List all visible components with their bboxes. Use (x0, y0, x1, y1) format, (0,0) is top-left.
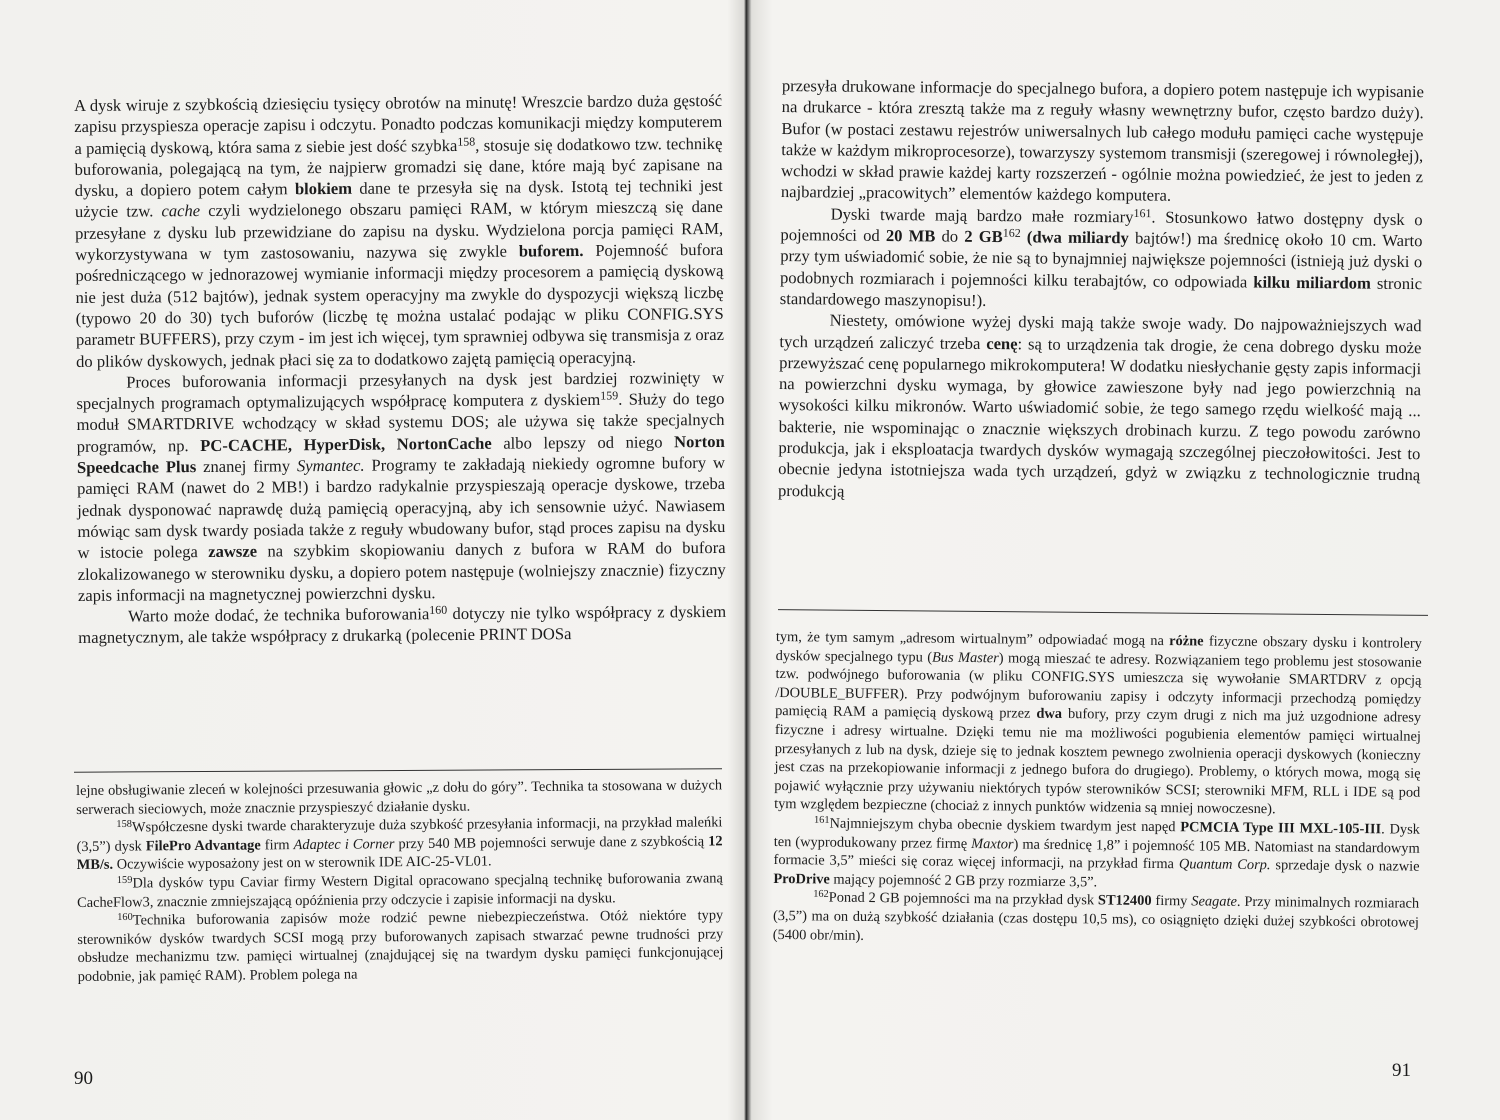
left-body-text (74, 90, 726, 649)
left-footnote-4: $^{160}$Technika buforowania zapisów może rodzić pewne niebezpieczeństwa. Otóż niektóre typy sterowników dysków twardych SCSI mogą przy buforowanych zapisach stwarzać pewne trudności przy obsłudze mechanizmu tzw. pamięci wirtualnej (znajdującej się na twardym dysku pamięci funkcjonującej podobnie, jak pamięć RAM). Problem polega na (77, 907, 724, 985)
left-footnote-rule (74, 768, 722, 772)
left-footnotes (76, 776, 724, 986)
right-footnote-3: $^{162}$Ponad 2 GB pojemności ma na przykład dysk ST12400 firmy Seagate. Przy minimalnych rozmiarach (3,5”) ma on dużą szybkość działania (czas dostępu 10,5 ms), co osiągnięto dzięki dużej szybkości obrotowej (5400 obr/min). (772, 889, 1420, 944)
right-paragraph-2: Dyski twarde mają bardzo małe rozmiary$^{161}$. Stosunkowo łatwo dostępny dysk o pojemności od 20 MB do 2 GB$^{162}$ (dwa miliardy bajtów!) ma średnicę około 10 cm. Warto przy tym uświadomić sobie, że nie są to bynajmniej największe pojemności (istnieją już dyski o podobnych rozmiarach i pojemności kilku terabajtów, co odpowiada kilku miliardom stronic standardowego maszynopisu!). (779, 204, 1423, 310)
left-footnote-1: lejne obsługiwanie zleceń w kolejności przesuwania głowic „z dołu do góry”. Technika ta stosowana w dużych serwerach sieciowych, może znacznie przyspieszyć działanie dysku. (76, 777, 723, 818)
right-paragraph-1: przesyła drukowane informacje do specjalnego bufora, a dopiero potem następuje ich wypisanie na drukarce - która zresztą także ma z reguły własny wewnętrzny bufor, często bardzo duży). Bufor (w postaci zestawu rejestrów uniwersalnych lub całego modułu pamięci cache występuje także w każdym mikroprocesorze), towarzyszy systemom transmisji (szeregowej i równoległej), wchodzi w skład prawie każdej karty rozszerzeń - ogólnie można powiedzieć, że jest to jeden z najbardziej „pracowitych” elementów każdego komputera. (780, 75, 1424, 206)
right-footnotes (773, 628, 1422, 951)
left-footnote-2: $^{158}$Współczesne dyski twarde charakteryzuje duża szybkość przesyłania informacji, na przykład maleńki (3,5”) dysk FilePro Advantage firm Adaptec i Corner przy 540 MB pojemności serwuje dane z szybkością 12 MB/s. Oczywiście wyposażony jest on w sterownik IDE AIC-25-VL01. (76, 814, 723, 874)
left-footnote-3: $^{159}$Dla dysków typu Caviar firmy Western Digital opracowano specjalną technikę buforowania zwaną CacheFlow3, znacznie zmniejszającą opóźnienia przy odczycie i zapisie informacji na dysku. (76, 870, 723, 911)
right-footnote-1: tym, że tym samym „adresom wirtualnym” odpowiadać mogą na różne fizyczne obszary dysku i kontrolery dysków specjalnego typu (Bus Master) mogą mieszać te adresy. Rozwiązaniem tego problemu jest stosowanie tzw. podwójnego buforowania (w pliku CONFIG.SYS umieszcza się wywołanie SMARTDRV z opcją /DOUBLE_BUFFER). Przy podwójnym buforowaniu zapisy i odczyty informacji przechodzą pomiędzy pamięcią RAM a pamięcią dyskową przez dwa bufory, przy czym drugi z nich ma już uzgodnione adresy fizyczne i adresy wirtualne. Dzięki temu nie ma możliwości pogubienia elementów pamięci wirtualnej przesyłanych z lub na dysk, dzieje się to jednak kosztem pewnego zwolnienia operacji dyskowych (konieczny jest czas na przekopiowanie informacji z jednego bufora do drugiego). Problemy, o których mowa, mogą się pojawić wyłącznie przy używaniu niektórych typów sterowników SCSI; sterowniki MFM, RLL i IDE są pod tym względem bezpieczne (chociaż z innych punktów widzenia są mniej nowoczesne). (774, 628, 1422, 818)
left-page-number: 90 (74, 1068, 93, 1089)
left-paragraph-3: Warto może dodać, że technika buforowania$^{160}$ dotyczy nie tylko współpracy z dyskiem magnetycznym, ale także współpracy z drukarką (polecenie PRINT DOSa (78, 602, 727, 648)
left-paragraph-2: Proces buforowania informacji przesyłanych na dysk jest bardziej rozwinięty w specjalnych programach optymalizujących współpracę komputera z dyskiem$^{159}$. Służy do tego moduł SMARTDRIVE wchodzący w skład systemu DOS; ale używa się także specjalnych programów, np. PC-CACHE, HyperDisk, NortonCache albo lepszy od niego Norton Speedcache Plus znanej firmy Symantec. Programy te zakładają niekiedy ogromne bufory w pamięci RAM (nawet do 2 MB!) i bardzo radykalnie przyspieszają operacje dyskowe, trzeba jednak dysponować naprawdę dużą pamięcią operacyjną, aby ich sensownie użyć. Nawiasem mówiąc sam dysk twardy posiada także z reguły wbudowany bufor, stąd proces zapisu na dysku w istocie polega zawsze na szybkim skopiowaniu danych z bufora w RAM do bufora zlokalizowanego w sterowniku dysku, a dopiero potem następuje (wolniejszy znacznie) fizyczny zapis informacji na magnetycznej powierzchni dysku. (76, 367, 726, 605)
left-page (0, 0, 740, 1120)
left-paragraph-1: A dysk wiruje z szybkością dziesięciu tysięcy obrotów na minutę! Wreszcie bardzo duża gęstość zapisu przyspiesza operacje zapisu i odczytu. Ponadto podczas komunikacji między komputerem a pamięcią dyskową, która sama z siebie jest dość szybka$^{158}$, stosuje się dodatkowo tzw. technikę buforowania, polegającą na tym, że najpierw gromadzi się dane, które mają być zapisane na dysku, a dopiero potem całym blokiem dane te przesyła się na dysk. Istotą tej techniki jest użycie tzw. cache czyli wydzielonego obszaru pamięci RAM, w którym mieszczą się dane przesyłane z dysku lub przewidziane do zapisu na dysku. Wydzielona porcja pamięci RAM, wykorzystywana w tym zastosowaniu, nazywa się zwykle buforem. Pojemność bufora pośredniczącego w jednorazowej wymianie informacji między procesorem a pamięcią dyskową nie jest duża (512 bajtów), jednak system operacyjny ma zwykle do dyspozycji większą liczbę (typowo 20 do 30) tych buforów (liczbę tę można ustalać podając w pliku CONFIG.SYS parametr BUFFERS), przy czym - im jest ich więcej, tym sprawniej odbywa się transmisja z oraz do plików dyskowych, jednak płaci się za to dodatkowo zajętą pamięcią operacyjną. (74, 90, 724, 371)
right-page (750, 0, 1500, 1120)
right-footnote-rule (778, 609, 1428, 616)
right-body-text (778, 75, 1424, 507)
right-footnote-2: $^{161}$Najmniejszym chyba obecnie dyskiem twardym jest napęd PCMCIA Type III MXL-105-III. Dysk ten (wyprodukowany przez firmę Maxtor) ma średnicę 1,8” i pojemność 105 MB. Natomiast na standardowym formacie 3,5” mieści się coraz więcej informacji, na przykład firma Quantum Corp. sprzedaje dysk o nazwie ProDrive mający pojemność 2 GB przy rozmiarze 3,5”. (773, 814, 1420, 891)
right-paragraph-3: Niestety, omówione wyżej dyski mają także swoje wady. Do najpoważniejszych wad tych urządzeń zaliczyć trzeba cenę: są to urządzenia tak drogie, że cena dobrego dysku może przewyższać cenę popularnego mikrokomputera! W dodatku niesłychanie gęsty zapis informacji na powierzchni dysku wymaga, by głowice zawieszone były nad jego powierzchnią na wysokości kilku mikronów. Warto uświadomić sobie, że tego samego rzędu wielkość mają ... bakterie, nie wspominając o znacznie większych drobinach kurzu. Z tego powodu zarówno produkcja, jak i eksploatacja twardych dysków wymagają szczególnej pieczołowitości. Jest to obecnie jedyna istotniejsza wada tych urządzeń, gdyż w związku z technologicznie trudną produkcją (777, 310, 1422, 501)
right-page-number: 91 (1392, 1060, 1411, 1081)
